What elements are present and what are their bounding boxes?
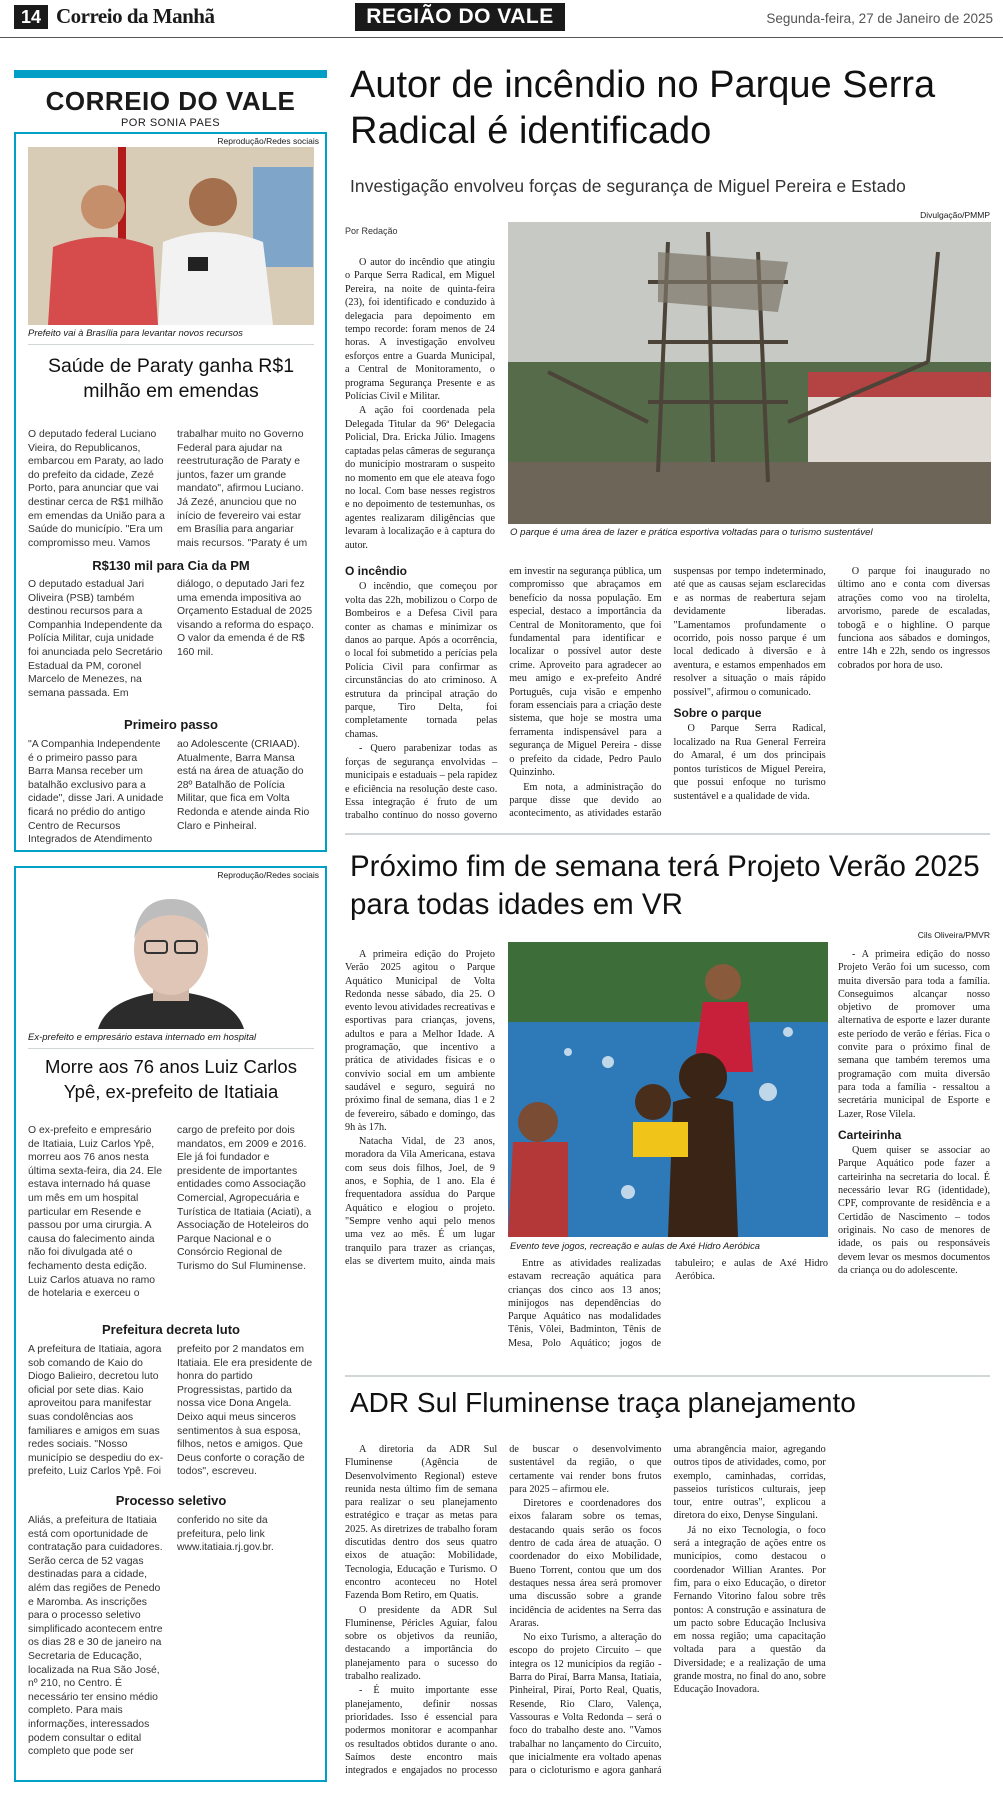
divider (28, 1048, 314, 1049)
story-title-ype: Morre aos 76 anos Luiz Carlos Ypê, ex-prefeito de Itatiaia (45, 1056, 297, 1102)
story2-photo-credit: Cils Oliveira/PMVR (917, 930, 990, 940)
paragraph: Em nota, a administração do parque disse que devido ao acontecimento, as atividades estarão suspensas por tempo indeterminado, até que as causas sejam esclarecidas e as normas de reabertura sejam devidamente liberadas. "Lamentamos profundamente o ocorrido, pois nosso parque é um local dedicado à diversão e à aventura, e estamos empenhados em resolver a situação o mais rápido possível", afirmou o comunicado. (509, 566, 826, 820)
divider (345, 1375, 990, 1377)
story-text-cia-pm (28, 578, 314, 702)
divider (345, 833, 990, 835)
paragraph: - É muito importante esse planejamento, definir nossas prioridades. Isso é essencial para podermos monitorar e acompanhar os resultados obtidos durante o ano. Saímos deste encontro mais integrados e engajados no processo de buscar o desenvolvimento sustentável da região, o que certamente vai render bons frutos para 2025 – afirmou ele. (345, 1444, 662, 1777)
story2-photo-caption: Evento teve jogos, recreação e aulas de Axé Hidro Aeróbica (510, 1240, 760, 1251)
subhead-primeiro-passo: Primeiro passo (124, 717, 218, 732)
story-text-paraty (28, 428, 314, 552)
story2-photo-pool (508, 942, 828, 1237)
story2-body-col1 (345, 948, 495, 1281)
sidebar-top-bar (14, 70, 327, 78)
paragraph: O autor do incêndio que atingiu o Parque Serra Radical, em Miguel Pereira, na noite de quinta-feira (23), foi identificado e conduzido à delegacia para depoimento em tempo recorde: foram menos de 24 horas. A investigação envolveu esforços entre a Guarda Municipal, a Central de Monitoramento, o programa Segurança Presente e as Polícias Civil e Militar. (345, 257, 495, 403)
story-paragraph: O deputado federal Luciano Vieira, do Republicanos, embarcou em Paraty, ao lado do prefeito da cidade, Zezé Porto, para anunciar que vai destinar cerca de R$1 milhão em emendas da União para a Saúde do município. "Era um compromisso meu. Vamos trabalhar muito no Governo Federal para ajudar na reestruturação de Paraty e juntos, fazer um grande mandato", afirmou Luciano. Já Zezé, anunciou que no início de fevereiro vai estar em Brasília para angariar mais recursos. "Paraty é um (28, 429, 308, 549)
subheading: Sobre o parque (673, 706, 762, 721)
paragraph: O Parque Serra Radical, localizado na Rua General Ferreira do Amaral, é um dos principais pontos turísticos de Miguel Pereira, que possui enfoque no turismo sustentável e a qualidade de vida. (673, 723, 826, 802)
story-title-paraty: Saúde de Paraty ganha R$1 milhão em emendas (47, 355, 295, 402)
paragraph: - Quero parabenizar todas as forças de segurança envolvidas – municipais e estaduais – pela rapidez e eficiência na resolução deste caso. Essa integração é fruto de um trabalho contínuo do nosso governo em investir na segurança pública, um compromisso que abraçamos em benefício da nossa população. Em especial, destaco a importância da Central de Monitoramento, que foi fundamental para identificar e localizar o possível autor deste crime. Aproveito para agradecer ao meu amigo e ex-prefeito André Português, cuja visão e empenho foram essenciais para a criação deste sistema, que hoje se mostra uma ferramenta indispensável para a segurança de Miguel Pereira - disse o prefeito da cidade, Pedro Paulo Quinzinho. (345, 566, 662, 822)
main-story-body (345, 565, 990, 823)
main-headline: Autor de incêndio no Parque Serra Radical é identificado (350, 64, 936, 152)
story2-body-bottom (508, 1257, 828, 1359)
story-paragraph: O deputado estadual Jari Oliveira (PSB) também destinou recursos para a Companhia Independente da Polícia Militar, cuja unidade foi anunciada pelo Secretário Estadual da PM, coronel Marcelo de Menezes, na semana passada. Em diálogo, o deputado Jari fez uma emenda impositiva ao Orçamento Estadual de 2025 visando a reforma do espaço. O valor da emenda é de R$ 160 mil. (28, 579, 314, 699)
main-photo-credit: Divulgação/PMMP (920, 210, 990, 220)
masthead-logo: Correio da Manhã (56, 4, 215, 28)
main-photo-park-image (508, 222, 991, 524)
paragraph: A primeira edição do Projeto Verão 2025 agitou o Parque Aquático Municipal de Volta Redonda nesse sábado, dia 25. O evento levou atividades recreativas e esportivas para crianças, jovens, adultos e para a Melhor Idade. A programação, que incentivo a prática de atividades físicas e o convívio social em um ambiente saudável e seguro, seguirá no próximo final de semana, dias 1 e 2 de fevereiro, sábado e domingo, das 9h às 17h. (345, 949, 495, 1133)
sidebar-box-paraty (14, 132, 327, 852)
story3-headline: ADR Sul Fluminense traça planejamento (350, 1387, 856, 1418)
story3-body (345, 1443, 990, 1788)
main-photo-caption: O parque é uma área de lazer e prática esportiva voltadas para o turismo sustentável (510, 527, 873, 538)
paragraph: Natacha Vidal, de 23 anos, moradora da Vila Americana, estava com seus dois filhos, Joel, de 9 anos, e Sophia, de 1 ano. Ela é frequentadora assídua do Parque Aquático e elogiou o projeto. "Sempre venho aqui pelo menos uma vez ao mês. É um lugar tranquilo para trazer as crianças, elas se divertem muito, ainda mais (345, 1136, 495, 1267)
main-story-body-col1 (345, 256, 495, 561)
story2-photo-pool-image (508, 942, 828, 1237)
story-paragraph: A prefeitura de Itatiaia, agora sob comando de Kaio do Diogo Balieiro, decretou luto oficial por sete dias. Kaio aproveitou para manifestar suas condolências aos familiares e amigos em suas redes sociais. "Nosso município se despediu do ex-prefeito, Luiz Carlos Ypê. Foi prefeito por 2 mandatos em Itatiaia. Ele era presidente de honra do partido Progressistas, partido da nossa vice Dona Angela. Deixo aqui meus sinceros sentimentos à sua esposa, filhos, netos e amigos. Que Deus conforte o coração de todos", escreveu. (28, 1344, 313, 1478)
subheading: Carteirinha (838, 1127, 902, 1142)
photo-paraty-meeting-image (28, 147, 314, 325)
main-byline: Por Redação (345, 226, 398, 236)
page-number: 14 (14, 5, 48, 29)
story-paragraph: Aliás, a prefeitura de Itatiaia está com oportunidade de contratação para cuidadores. Serão cerca de 52 vagas destinadas para a cidade, além das regiões de Penedo e Maromba. As inscrições para o processo seletivo simplificado acontecem entre os dias 28 e 30 de janeiro na Secretaria de Educação, localizada na Rua São José, nº 210, no Centro. É necessário ter ensino médio completo. Para mais informações, interessados podem consultar o edital completo que pode ser conferido no site da prefeitura, pelo link www.itatiaia.rj.gov.br. (28, 1515, 274, 1758)
paragraph: O incêndio, que começou por volta das 22h, mobilizou o Corpo de Bombeiros e a Defesa Civil para conter as chamas e minimizar os danos ao parque. Após a ocorrência, o local foi submetido a perícias pela Polícia Civil para confirmar as circunstâncias do ato criminoso. A estrutura da principal atração do parque, Tiro Delta, foi completamente tornada pelas chamas. (345, 581, 498, 740)
issue-date: Segunda-feira, 27 de Janeiro de 2025 (766, 11, 993, 26)
sidebar-byline: POR SONIA PAES (120, 117, 221, 129)
paragraph: No eixo Turismo, a alteração do escopo do projeto Circuito – que integra os 12 municípios da região - Barra do Piraí, Barra Mansa, Itatiaia, Pinheiral, Piraí, Porto Real, Quatis, Resende, Rio Claro, Valença, Vassouras e Volta Redonda – será o foco do trabalho deste ano. "Vamos trabalhar no lançamento do Circuito, que inicialmente era voltado apenas para o cicloturismo e agora ganhará uma abrangência maior, agregando outros tipos de atividades, como, por exemplo, caminhadas, corridas, passeios turísticos culturais, jeep tour, entre outras", explicou a diretora do eixo, Denyse Singulani. (509, 1444, 826, 1777)
photo-paraty-meeting (28, 147, 314, 325)
photo-portrait-image (28, 881, 314, 1029)
main-photo-park (508, 222, 991, 524)
subhead-processo-seletivo: Processo seletivo (115, 1493, 227, 1508)
photo-credit: Reprodução/Redes sociais (217, 870, 319, 880)
story-paragraph: O ex-prefeito e empresário de Itatiaia, Luiz Carlos Ypê, morreu aos 76 anos nesta última sexta-feira, dia 24. Ele estava internado há quase um mês em um hospital particular em Resende e passou por uma cirurgia. A causa do falecimento ainda não foi divulgada até o fechamento desta edição. Luiz Carlos atuava no ramo de hotelaria e exerceu o cargo de prefeito por dois mandatos, em 2009 e 2016. Ele já foi fundador e presidente de importantes entidades como Associação Comercial, Agropecuária e Turística de Itatiaia (Aciati), a Associação de Hoteleiros do Parque Nacional e o Consórcio Regional de Turismo do Sul Fluminense. (28, 1125, 312, 1300)
sidebar-column (14, 70, 327, 1796)
story2-headline: Próximo fim de semana terá Projeto Verão 2025 para todas idades em VR (350, 850, 980, 921)
sidebar-title: CORREIO DO VALE (45, 86, 296, 116)
paragraph: A diretoria da ADR Sul Fluminense (Agência de Desenvolvimento Regional) esteve reunida nesta último fim de semana para realizar o seu planejamento estratégico e traçar as metas para 2025. As diretrizes de trabalho foram discutidas dentro dos seus quatro eixos de atuação: Mobilidade, Tecnologia, Educação e Turismo. O encontro aconteceu no Hotel Fazenda Bom Retiro, em Quatis. (345, 1444, 498, 1602)
section-banner: REGIÃO DO VALE (355, 3, 565, 31)
paragraph: Já no eixo Tecnologia, o foco será a integração de ações entre os municípios, como destacou o coordenador Willian Arantes. Por fim, para o eixo Educação, o diretor Fernando Vitorino falou sobre três pontos: A construção e assinatura de um pacto sobre Educação Inclusiva em nossa região; uma capacitação voltada para a questão da Diversidade; e a realização de uma grande mostra, no final do ano, sobre Educação Inovadora. (673, 1524, 826, 1696)
paragraph: Diretores e coordenadores dos eixos falaram sobre os temas, destacando quais serão os focos dentro de cada área de atuação. O coordenador do eixo Mobilidade, Bueno Torrent, contou que um dos destaques nessa área será promover uma discussão sobre a grande incidência de acidentes na Serra das Araras. (509, 1498, 662, 1629)
paragraph: - A primeira edição do nosso Projeto Verão foi um sucesso, com muita diversão para toda a família. Conseguimos alcançar nosso objetivo de promover uma alternativa de esporte e lazer durante este período de verão e férias. Fica o convite para o próximo final de semana que também teremos uma programação com muita diversão para toda a família - ressaltou a secretária municipal de Esporte e Lazer, Rose Vilela. (838, 949, 990, 1120)
paragraph: O presidente da ADR Sul Fluminense, Péricles Aguiar, falou sobre os objetivos da reunião, destacando a importância do planejamento para o sucesso do trabalho realizado. (345, 1604, 498, 1683)
subhead-cia-pm: R$130 mil para Cia da PM (92, 558, 250, 573)
paragraph: Quem quiser se associar ao Parque Aquático pode fazer a carteirinha na secretaria do local. É necessário levar RG (identidade), CPF, comprovante de residência e a Certidão de Nascimento – todos originais. No caso de menores de idade, os pais ou responsáveis devem levar os mesmos documentos da criança ou do adolescente. (838, 1145, 990, 1276)
page-header (0, 0, 1003, 38)
photo-credit: Reprodução/Redes sociais (217, 136, 319, 146)
paragraph: A ação foi coordenada pela Delegada Titular da 96ª Delegacia Policial, Dra. Ericka Júlio. Imagens captadas pelas câmeras de segurança do município mostraram o suspeito no momento em que ele ateava fogo no local. Com base nesses registros e no depoimento de testemunhas, os agentes realizaram diligências que levaram à localização e à captura do autor. (345, 405, 495, 551)
story-text-luto (28, 1343, 314, 1483)
divider (28, 344, 314, 345)
story-text-ype (28, 1124, 314, 1304)
paragraph: Entre as atividades realizadas estavam recreação aquática para crianças dos cinco aos 13 anos; minijogos nas dependências do Parque Aquático nas modalidades Tênis, Vôlei, Badminton, Tênis de Mesa, Polo Aquático; jogos de tabuleiro; e aulas de Axé Hidro Aeróbica. (508, 1258, 828, 1349)
story-paragraph: "A Companhia Independente é o primeiro passo para Barra Mansa receber um batalhão exclusivo para a cidade", disse Jari. A unidade ficará no prédio do antigo Centro de Recursos Integrados de Atendimento ao Adolescente (CRIAAD). Atualmente, Barra Mansa está na área de atuação do 28º Batalhão de Polícia Militar, que fica em Volta Redonda e atende ainda Rio Claro e Pinheiral. (28, 739, 310, 846)
photo-caption: Ex-prefeito e empresário estava internado em hospital (28, 1032, 257, 1043)
photo-luiz-carlos-ype (28, 881, 314, 1029)
story-text-primeiro-passo (28, 738, 314, 848)
subheading: O incêndio (345, 565, 408, 578)
main-subhead: Investigação envolveu forças de segurança de Miguel Pereira e Estado (350, 176, 906, 196)
subhead-luto: Prefeitura decreta luto (102, 1322, 240, 1337)
story-text-processo (28, 1514, 314, 1770)
paragraph: O parque foi inaugurado no último ano e conta com diversas atrações como voo na tirolelta, arvorismo, parede de escaladas, tobogã e o highline. O parque funciona aos sábados e domingos, entre 14h e 22h, sendo os ingressos cobrados por hora de uso. (837, 566, 990, 671)
story2-body-right (838, 948, 990, 1281)
sidebar-box-itatiaia (14, 866, 327, 1782)
photo-caption: Prefeito vai à Brasília para levantar novos recursos (28, 328, 243, 339)
